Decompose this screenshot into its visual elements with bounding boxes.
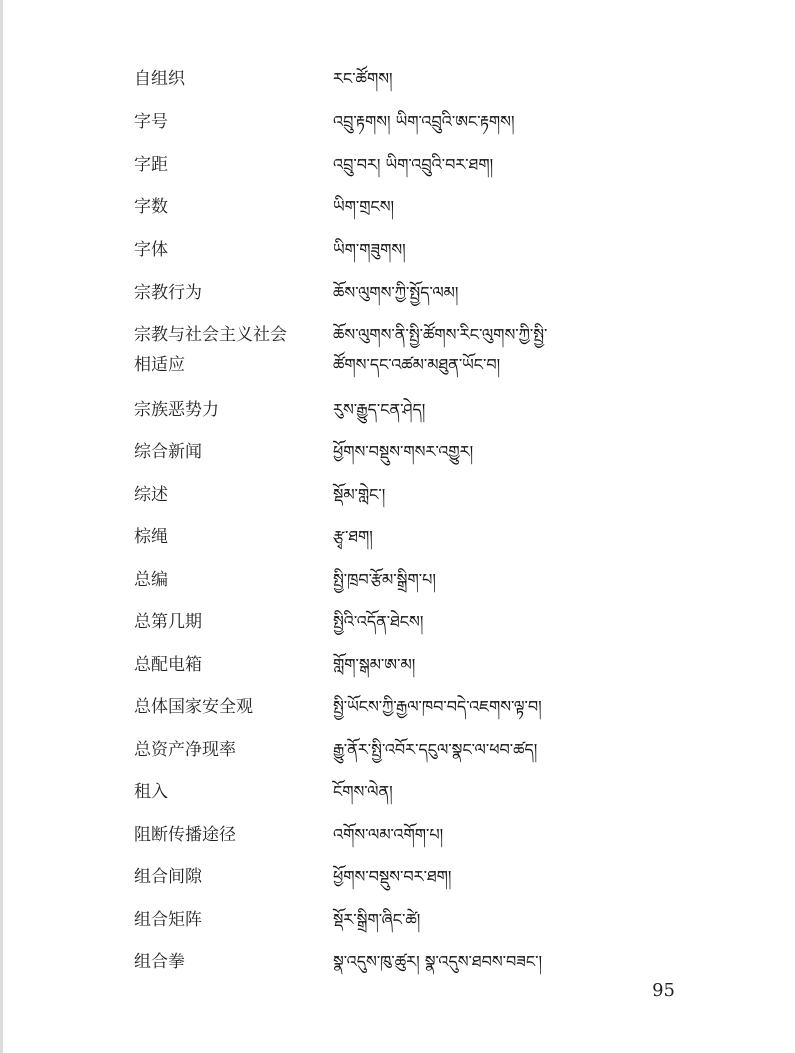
- entry-chinese: 综述: [134, 485, 168, 505]
- entry-chinese: 棕绳: [134, 527, 168, 547]
- entry-tibetan: ཕྱོགས་བསྡུས་གསར་འགྱུར།: [333, 442, 474, 461]
- entry-chinese: 字体: [134, 240, 168, 260]
- entry-tibetan: རྒྱུ་ནོར་སྤྱི་འབོར་དངུལ་སྣང་ལ་ཕབ་ཚད།: [333, 740, 538, 759]
- entry-chinese: 综合新闻: [134, 442, 202, 462]
- entry-chinese: 组合间隙: [134, 867, 202, 887]
- entry-chinese: 总第几期: [134, 612, 202, 632]
- entry-tibetan: འགོས་ལམ་འགོག་པ།: [333, 825, 444, 844]
- entry-tibetan: རྩྭ་ཐག།: [333, 527, 373, 546]
- entry-chinese: 自组织: [134, 69, 185, 89]
- entry-chinese: 宗族恶势力: [134, 400, 219, 420]
- entry-chinese: 租入: [134, 782, 168, 802]
- entry-chinese: 总资产净现率: [134, 740, 236, 760]
- entry-chinese: 字距: [134, 155, 168, 175]
- entry-chinese: 总配电箱: [134, 655, 202, 675]
- entry-tibetan: སྡོར་སྒྲིག་ཞིང་ཚེ།: [333, 910, 421, 929]
- entry-tibetan: ཆོས་ལུགས་ནི་སྤྱི་ཚོགས་རིང་ལུགས་ཀྱི་སྤྱི་ ཚོགས་དང་འཚམ་མཐུན་ཡོང་བ།: [333, 325, 548, 374]
- entry-tibetan: སྡོམ་གླེང་།: [333, 485, 386, 504]
- page-number: 95: [652, 980, 675, 1001]
- entry-tibetan: རུས་རྒྱུད་ངན་ཤེད།: [333, 400, 426, 419]
- entry-tibetan: ངོགས་ལེན།: [333, 782, 393, 801]
- entry-tibetan: ཆོས་ལུགས་ཀྱི་སྤྱོད་ལམ།: [333, 283, 459, 302]
- entry-tibetan: སྤྱི་ཁྲབ་རྩོམ་སྒྲིག་པ།: [333, 570, 436, 589]
- entry-tibetan: ཡིག་གྲངས།: [333, 197, 395, 216]
- page-edge: [0, 0, 3, 1053]
- entry-chinese: 总体国家安全观: [134, 697, 253, 717]
- entry-tibetan: འབྲུ་བར། ཡིག་འབྲུའི་བར་ཐག།: [333, 155, 494, 174]
- entry-chinese: 组合矩阵: [134, 910, 202, 930]
- entry-tibetan: གློག་སྒམ་ཨ་མ།: [333, 655, 416, 674]
- entry-chinese: 阻断传播途径: [134, 825, 236, 845]
- entry-chinese: 宗教与社会主义社会 相适应: [134, 325, 287, 375]
- entry-tibetan: ཡིག་གཟུགས།: [333, 240, 406, 259]
- entry-chinese: 宗教行为: [134, 283, 202, 303]
- entry-tibetan: སྤྱིའི་འདོན་ཐེངས།: [333, 612, 424, 631]
- entry-tibetan: རང་ཚོགས།: [333, 69, 393, 88]
- entry-chinese: 字号: [134, 112, 168, 132]
- entry-tibetan: སྤྱི་ཡོངས་ཀྱི་རྒྱལ་ཁབ་བདེ་འཇགས་ལྟ་བ།: [333, 697, 542, 716]
- entry-tibetan: འབྲུ་རྟགས། ཡིག་འབྲུའི་ཨང་རྟགས།: [333, 112, 515, 131]
- entry-chinese: 组合拳: [134, 952, 185, 972]
- entry-tibetan: ཕྱོགས་བསྡུས་བར་ཐག།: [333, 867, 452, 886]
- entry-tibetan: སྣ་འདུས་ཁུ་ཚུར། སྣ་འདུས་ཐབས་བཟང་།: [333, 952, 542, 971]
- entry-chinese: 总编: [134, 570, 168, 590]
- entry-chinese: 字数: [134, 197, 168, 217]
